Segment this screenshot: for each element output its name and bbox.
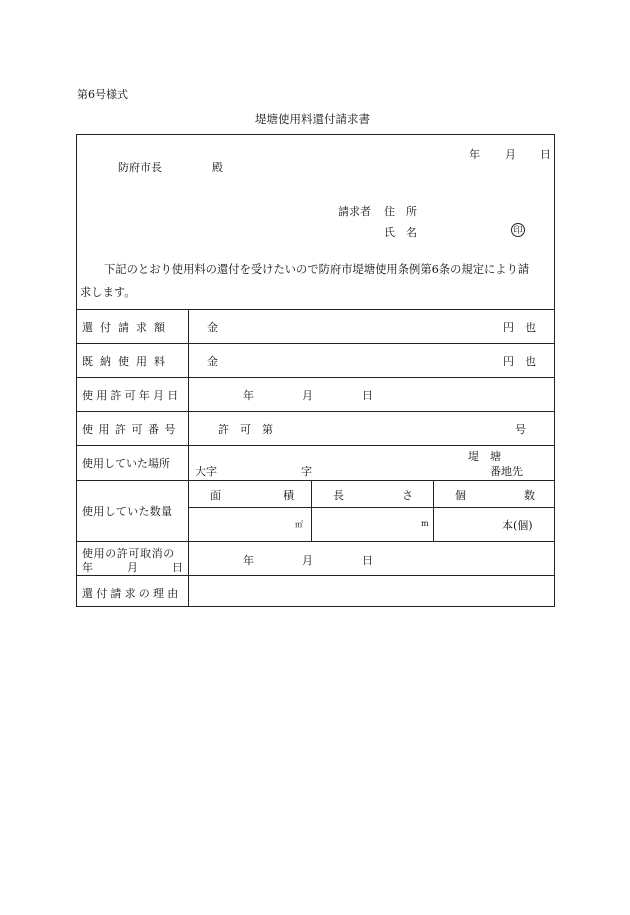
row-divider xyxy=(76,377,555,378)
quantity-label: 使用していた数量 xyxy=(82,505,173,518)
location-oaza: 大字 xyxy=(195,465,217,478)
quantity-count-header: 個数 xyxy=(455,489,593,502)
row-divider xyxy=(76,445,555,446)
row-divider xyxy=(76,343,555,344)
location-banchi: 番地先 xyxy=(490,465,523,478)
quantity-count-unit: 本(個) xyxy=(502,519,533,532)
date-day-label: 日 xyxy=(540,148,551,161)
revocation-date-month: 月 xyxy=(302,554,313,567)
reason-label: 還付請求の理由 xyxy=(82,587,182,600)
revocation-date-label-line2: 年月日 xyxy=(82,561,217,574)
permit-date-label: 使用許可年月日 xyxy=(82,389,182,402)
refund-amount-prefix: 金 xyxy=(207,321,218,334)
quantity-subdivider xyxy=(188,507,555,508)
location-aza: 字 xyxy=(301,465,312,478)
quantity-length-header: 長さ xyxy=(333,489,471,502)
address-label: 住 所 xyxy=(384,205,417,218)
row-divider xyxy=(76,575,555,576)
location-teito: 堤 塘 xyxy=(468,450,501,463)
seal-mark: 印 xyxy=(511,223,525,237)
paid-fee-prefix: 金 xyxy=(207,355,218,368)
refund-amount-suffix: 円 也 xyxy=(503,321,536,334)
paid-fee-suffix: 円 也 xyxy=(503,355,536,368)
row-divider xyxy=(76,541,555,542)
body-text-line1: 下記のとおり使用料の還付を受けたいので防府市堤塘使用条例第6条の規定により請 xyxy=(104,263,530,276)
revocation-date-day: 日 xyxy=(362,554,373,567)
revocation-date-label-line1: 使用の許可取消の xyxy=(82,547,175,560)
row-divider xyxy=(76,309,555,310)
permit-number-prefix: 許 可 第 xyxy=(218,423,273,436)
permit-date-month: 月 xyxy=(302,389,313,402)
form-table xyxy=(76,134,593,607)
permit-number-suffix: 号 xyxy=(515,423,526,436)
date-year-label: 年 xyxy=(469,148,480,161)
form-title: 堤塘使用料還付請求書 xyxy=(255,112,370,126)
quantity-area-unit: ㎡ xyxy=(295,520,303,529)
paid-fee-label: 既納使用料 xyxy=(82,355,172,368)
addressee: 防府市長 xyxy=(118,161,162,174)
refund-amount-label: 還付請求額 xyxy=(82,321,172,334)
location-label: 使用していた場所 xyxy=(82,457,170,470)
row-divider xyxy=(76,411,555,412)
claimant-label: 請求者 xyxy=(338,205,371,218)
quantity-area-header: 面積 xyxy=(210,489,356,502)
name-label: 氏 名 xyxy=(384,226,417,239)
row-divider xyxy=(76,480,555,481)
permit-number-label: 使用許可番号 xyxy=(82,423,181,436)
revocation-date-year: 年 xyxy=(243,554,254,567)
form-number: 第6号様式 xyxy=(77,88,128,101)
honorific: 殿 xyxy=(212,161,223,174)
permit-date-day: 日 xyxy=(362,389,373,402)
quantity-length-unit: m xyxy=(421,519,429,528)
date-month-label: 月 xyxy=(505,148,516,161)
permit-date-year: 年 xyxy=(243,389,254,402)
body-text-line2: 求します。 xyxy=(80,286,136,299)
